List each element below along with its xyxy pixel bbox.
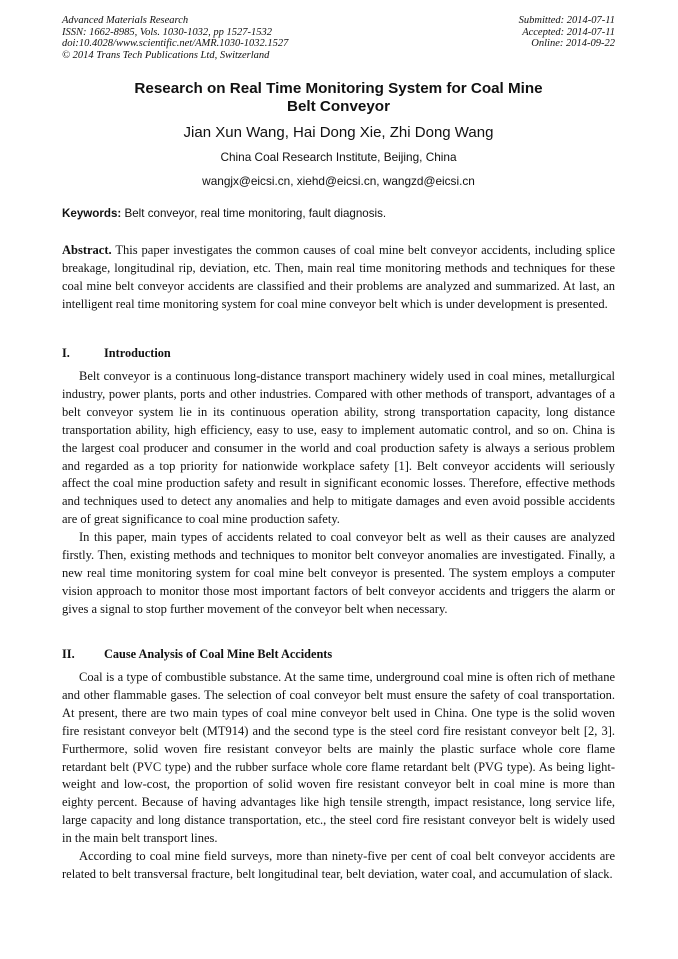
- section-introduction: [62, 345, 615, 619]
- accepted-date: Accepted: 2014-07-11: [522, 26, 615, 38]
- section-title: Introduction: [104, 346, 171, 360]
- author-affiliation: China Coal Research Institute, Beijing, China: [220, 150, 457, 164]
- journal-issn: ISSN: 1662-8985, Vols. 1030-1032, pp 1527-1532: [62, 26, 272, 38]
- paper-authors: Jian Xun Wang, Hai Dong Xie, Zhi Dong Wang: [183, 124, 494, 141]
- journal-name: Advanced Materials Research: [62, 15, 189, 26]
- abstract: [62, 242, 615, 314]
- abstract-label: Abstract.: [62, 243, 112, 257]
- section-cause-analysis: [62, 646, 615, 884]
- submitted-date: Submitted: 2014-07-11: [518, 15, 615, 26]
- keywords-label: Keywords:: [62, 207, 122, 220]
- online-date: Online: 2014-09-22: [531, 38, 615, 49]
- paper-title: [62, 80, 615, 116]
- journal-copyright: © 2014 Trans Tech Publications Ltd, Switzerland: [62, 49, 270, 61]
- section-number: II.: [62, 647, 75, 661]
- journal-info: [62, 15, 288, 61]
- keywords-text: Belt conveyor, real time monitoring, fault diagnosis.: [121, 207, 387, 220]
- abstract-text: This paper investigates the common causes of coal mine belt conveyor accidents, including splice breakage, longitudinal rip, deviation, etc. Then, main real time monitoring methods and techniques for these coal mine belt conveyor accidents are classified and their problems are analyzed and summarized. At last, an intelligent real time monitoring system for coal mine conveyor belt which is under development is presented.: [62, 243, 615, 311]
- section-heading: [62, 345, 615, 361]
- section-body: [62, 669, 615, 884]
- submission-dates: [519, 15, 615, 50]
- section-title: Cause Analysis of Coal Mine Belt Accidents: [104, 647, 333, 661]
- paragraph: In this paper, main types of accidents related to coal conveyor belt as well as their causes are analyzed firstly. Then, existing methods and techniques to monitor belt conveyor anomalies are investigated. Finally, a new real time monitoring system for coal mine belt conveyor is presented. The system employs a computer vision approach to monitor those most important factors of belt conveyor accidents and triggers the alarm or gives a signal to stop further movement of the conveyor belt when necessary.: [62, 530, 615, 616]
- paragraph: Belt conveyor is a continuous long-distance transport machinery widely used in coal mines, metallurgical industry, power plants, ports and other industries. Compared with other methods of transport, advantages of a belt conveyor system lie in its continuous operation ability, strong transportation capacity, long distance transportation ability, high efficiency, easy to use, easy to implement automatic control, and so on. China is the largest coal producer and consumer in the world and coal production safety is always a serious problem and regarded as a top priority for nationwide workplace safety [1]. Belt conveyor accidents will seriously affect the coal mine production safety and result in significant economic losses. Therefore, effective methods and techniques used to detect any anomalies and help to mitigate damages and even avoid possible accidents are of great significance to coal mine production safety.: [62, 369, 615, 527]
- paper-title-line-1: Research on Real Time Monitoring System for Coal Mine: [134, 80, 543, 97]
- section-number: I.: [62, 346, 70, 360]
- keywords: [62, 207, 615, 221]
- journal-doi: doi:10.4028/www.scientific.net/AMR.1030-1032.1527: [62, 38, 289, 49]
- paragraph: Coal is a type of combustible substance. At the same time, underground coal mine is often rich of methane and other flammable gases. The selection of coal conveyor belt must ensure the safety of coal transportation. At present, there are two main types of coal mine conveyor belt used in China. One type is the solid woven fire resistant conveyor belt (MT914) and the second type is the steel cord fire resistant conveyor belt [2, 3]. Furthermore, solid woven fire resistant conveyor belts are mainly the plastic surface whole core flame retardant belt (PVC type) and the rubber surface whole core flame retardant belt (PVG type). As being light-weight and low-cost, the proportion of solid woven fire resistant conveyor belt in coal mine is more than eighty percent. Because of having advantages like high tensile strength, impact resistance, long service life, large capacity and long distance transportation, etc., the steel cord fire resistant conveyor belt is widely used in the main belt transport lines.: [62, 670, 615, 846]
- paper-title-line-2: Belt Conveyor: [287, 98, 390, 115]
- section-body: [62, 368, 615, 619]
- section-heading: [62, 646, 615, 662]
- paragraph: According to coal mine field surveys, more than ninety-five per cent of coal belt conveyor accidents are related to belt transversal fracture, belt longitudinal tear, belt deviation, water coal, and accumulation of slack.: [62, 849, 615, 881]
- author-emails: wangjx@eicsi.cn, xiehd@eicsi.cn, wangzd@eicsi.cn: [202, 174, 475, 188]
